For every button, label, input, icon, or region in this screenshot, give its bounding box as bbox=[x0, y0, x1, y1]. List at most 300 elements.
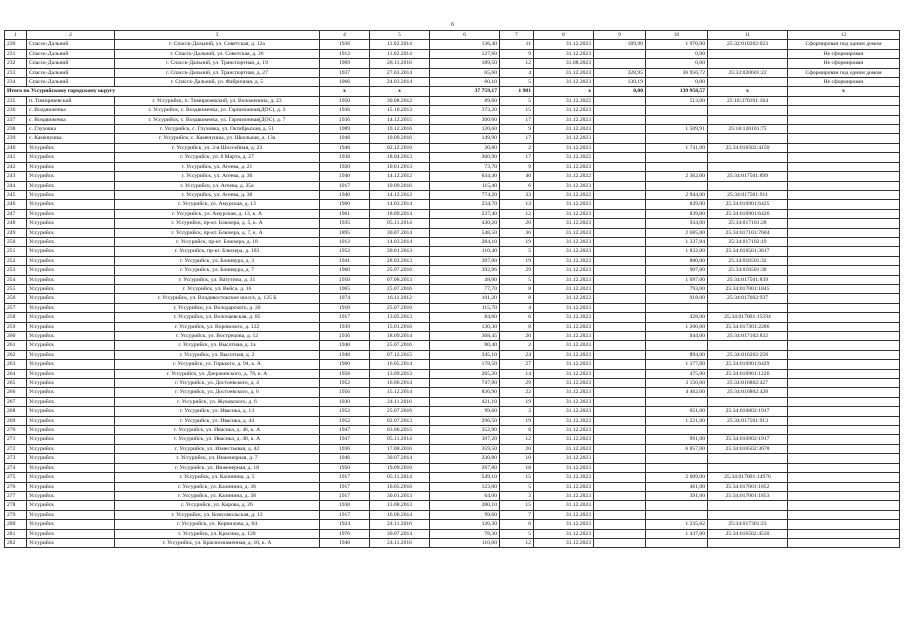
table-cell: 1947 bbox=[320, 435, 370, 444]
table-cell: 1940 bbox=[320, 341, 370, 350]
table-cell bbox=[594, 294, 646, 303]
table-cell bbox=[594, 510, 646, 519]
table-row bbox=[5, 379, 900, 388]
table-cell: 25.07.2016 bbox=[370, 341, 430, 350]
table-cell: 8 bbox=[500, 426, 534, 435]
table-cell: 4 462,00 bbox=[646, 388, 708, 397]
table-cell: 1910 bbox=[320, 303, 370, 312]
table-cell: 236 bbox=[5, 106, 27, 115]
table-cell: г. Уссурийск, ул. Агеева, д. 30 bbox=[115, 172, 320, 181]
table-cell: 30.08.2012 bbox=[370, 96, 430, 105]
table-cell: Уссурийск bbox=[27, 303, 115, 312]
table-cell bbox=[594, 473, 646, 482]
table-row bbox=[5, 68, 900, 77]
table-cell: 25:34:016902:1917 bbox=[708, 435, 788, 444]
table-cell: 244 bbox=[5, 181, 27, 190]
table-cell bbox=[788, 303, 900, 312]
table-cell bbox=[646, 134, 708, 143]
table-cell bbox=[646, 115, 708, 124]
table-cell: 19.09.2016 bbox=[370, 181, 430, 190]
table-cell bbox=[708, 106, 788, 115]
table-cell bbox=[788, 134, 900, 143]
table-cell: 80,40 bbox=[430, 341, 500, 350]
table-cell: 1989 bbox=[320, 125, 370, 134]
table-cell: 1 097,00 bbox=[646, 275, 708, 284]
table-cell: г. Уссурийск, ул. Калинина, д. 36 bbox=[115, 482, 320, 491]
column-header: 11 bbox=[708, 31, 788, 40]
table-cell: 36 bbox=[500, 228, 534, 237]
table-cell bbox=[788, 473, 900, 482]
column-header: 3 bbox=[115, 31, 320, 40]
table-cell: 258 bbox=[5, 313, 27, 322]
table-cell: 880,00 bbox=[646, 256, 708, 265]
table-cell: 25:34:016901:6426 bbox=[708, 209, 788, 218]
table-cell bbox=[594, 463, 646, 472]
table-cell: Уссурийск bbox=[27, 322, 115, 331]
table-cell: 14.03.2014 bbox=[370, 200, 430, 209]
column-header: 9 bbox=[594, 31, 646, 40]
table-cell: Уссурийск bbox=[27, 237, 115, 246]
table-cell: г. Уссурийск, ул. Амурская, д. 13 bbox=[115, 200, 320, 209]
table-cell bbox=[788, 416, 900, 425]
table-cell: 246 bbox=[5, 200, 27, 209]
table-cell: Уссурийск bbox=[27, 454, 115, 463]
table-cell: 1965 bbox=[320, 284, 370, 293]
table-cell: 18 bbox=[500, 463, 534, 472]
table-cell: Уссурийск bbox=[27, 200, 115, 209]
table-cell: 07.12.2015 bbox=[370, 350, 430, 359]
table-cell: 19.12.2016 bbox=[370, 125, 430, 134]
table-cell: 02.12.2016 bbox=[370, 143, 430, 152]
table-cell bbox=[708, 49, 788, 58]
table-cell: 31.12.2023 bbox=[534, 106, 594, 115]
table-row bbox=[5, 303, 900, 312]
table-cell: Уссурийск bbox=[27, 510, 115, 519]
table-cell: 19 bbox=[500, 256, 534, 265]
table-cell bbox=[646, 510, 708, 519]
table-row bbox=[5, 454, 900, 463]
table-cell: Уссурийск bbox=[27, 247, 115, 256]
table-cell bbox=[708, 162, 788, 171]
table-cell: с. Воздвиженка bbox=[27, 106, 115, 115]
table-cell: 1960 bbox=[320, 360, 370, 369]
table-cell: 17 bbox=[500, 153, 534, 162]
table-row bbox=[5, 125, 900, 134]
table-cell: 6 857,00 bbox=[646, 444, 708, 453]
table-cell: 31.12.2023 bbox=[534, 379, 594, 388]
table-cell bbox=[788, 313, 900, 322]
table-cell bbox=[788, 407, 900, 416]
table-cell: 774,20 bbox=[430, 190, 500, 199]
table-row bbox=[5, 332, 900, 341]
table-cell: Сформирован под одним домом bbox=[788, 68, 900, 77]
table-cell: Уссурийск bbox=[27, 181, 115, 190]
table-cell: 31.12.2023 bbox=[534, 134, 594, 143]
table-cell: 793,00 bbox=[646, 284, 708, 293]
table-cell: 14.12.2015 bbox=[370, 115, 430, 124]
table-cell bbox=[594, 491, 646, 500]
table-cell: 5 bbox=[500, 482, 534, 491]
table-cell: 1960 bbox=[320, 266, 370, 275]
table-cell: 25:34:017102:19 bbox=[708, 237, 788, 246]
table-cell bbox=[788, 322, 900, 331]
table-cell bbox=[594, 426, 646, 435]
table-cell bbox=[594, 284, 646, 293]
table-cell: 243 bbox=[5, 172, 27, 181]
table-cell: 20 bbox=[500, 219, 534, 228]
table-cell: 30,80 bbox=[430, 143, 500, 152]
table-cell bbox=[788, 237, 900, 246]
table-cell: г. Уссурийск, ул. Изместьевая, д. 42 bbox=[115, 444, 320, 453]
table-cell: 1917 bbox=[320, 473, 370, 482]
table-cell: 239 bbox=[5, 134, 27, 143]
table-cell: 31.08.2023 bbox=[534, 59, 594, 68]
table-cell: 259 bbox=[5, 322, 27, 331]
table-cell: 1930 bbox=[320, 397, 370, 406]
table-cell: Спасск-Дальний bbox=[27, 59, 115, 68]
table-cell bbox=[594, 322, 646, 331]
table-cell bbox=[646, 303, 708, 312]
table-cell: 14 bbox=[500, 369, 534, 378]
table-cell bbox=[594, 529, 646, 538]
table-cell bbox=[594, 125, 646, 134]
table-cell: 277 bbox=[5, 491, 27, 500]
header-row bbox=[5, 31, 900, 40]
table-row bbox=[5, 538, 900, 547]
table-cell bbox=[788, 190, 900, 199]
table-cell bbox=[708, 454, 788, 463]
table-cell: 1940 bbox=[320, 190, 370, 199]
table-cell: г. Уссурийск, пр-кт. Блюхера, д. 5, к. А bbox=[115, 219, 320, 228]
table-cell: 13.09.2013 bbox=[370, 369, 430, 378]
table-cell: 1966 bbox=[320, 78, 370, 87]
table-cell: 31.12.2023 bbox=[534, 491, 594, 500]
table-cell: 25:34:017001:14976 bbox=[708, 473, 788, 482]
table-cell: Уссурийск bbox=[27, 332, 115, 341]
table-cell: 48,00 bbox=[430, 275, 500, 284]
table-cell: 1952 bbox=[320, 247, 370, 256]
table-cell: г. Уссурийск, ул. Калинина, д. 5 bbox=[115, 473, 320, 482]
table-cell: 13.05.2013 bbox=[370, 313, 430, 322]
table-cell bbox=[788, 256, 900, 265]
table-cell bbox=[788, 266, 900, 275]
table-cell bbox=[788, 106, 900, 115]
table-cell: 1961 bbox=[320, 209, 370, 218]
table-cell bbox=[594, 369, 646, 378]
table-cell bbox=[708, 397, 788, 406]
table-cell: 257 bbox=[5, 303, 27, 312]
table-cell: 31.12.2023 bbox=[534, 162, 594, 171]
table-cell: 1936 bbox=[320, 115, 370, 124]
table-cell: 25:34:017001:1845 bbox=[708, 284, 788, 293]
table-cell: 1976 bbox=[320, 529, 370, 538]
table-cell: 260 bbox=[5, 332, 27, 341]
table-cell: 368,45 bbox=[430, 332, 500, 341]
table-cell bbox=[594, 59, 646, 68]
table-cell bbox=[788, 369, 900, 378]
table-cell bbox=[788, 397, 900, 406]
table-cell bbox=[788, 538, 900, 547]
table-cell: 234,70 bbox=[430, 200, 500, 209]
table-cell: г. Уссурийск, с. Воздвиженка, ул. Гарнизонная(ДОС), д. 3 bbox=[115, 106, 320, 115]
table-cell: 1 832,00 bbox=[646, 247, 708, 256]
page-number: 6 bbox=[451, 22, 454, 28]
table-cell bbox=[646, 454, 708, 463]
table-cell: Уссурийск bbox=[27, 209, 115, 218]
table-cell: 15 bbox=[500, 106, 534, 115]
table-cell: 839,00 bbox=[646, 209, 708, 218]
table-cell: 272 bbox=[5, 444, 27, 453]
table-cell: 836,90 bbox=[430, 388, 500, 397]
table-cell: 10 bbox=[500, 454, 534, 463]
table-cell: 31.12.2023 bbox=[534, 256, 594, 265]
table-cell: 17 bbox=[500, 134, 534, 143]
table-cell: 651,00 bbox=[646, 407, 708, 416]
table-cell: 269 bbox=[5, 416, 27, 425]
table-cell: 944,00 bbox=[646, 332, 708, 341]
table-cell: 136,40 bbox=[430, 40, 500, 49]
column-header: 2 bbox=[27, 31, 115, 40]
table-cell: 31.12.2023 bbox=[534, 444, 594, 453]
table-cell bbox=[594, 360, 646, 369]
table-cell bbox=[594, 49, 646, 58]
table-cell bbox=[788, 284, 900, 293]
table-cell: 31.12.2023 bbox=[534, 416, 594, 425]
table-cell: 189,90 bbox=[594, 40, 646, 49]
table-cell: 1 200,00 bbox=[646, 322, 708, 331]
table-cell: 13 bbox=[500, 200, 534, 209]
table-cell: г. Уссурийск, пр-кт. Блюхера, д. 103 bbox=[115, 247, 320, 256]
table-row bbox=[5, 501, 900, 510]
table-cell: 12 bbox=[500, 59, 534, 68]
table-cell: 12 bbox=[500, 435, 534, 444]
table-cell bbox=[708, 501, 788, 510]
table-cell: x bbox=[370, 87, 430, 96]
table-cell: г. Уссурийск, п. Тимирязевский, ул. Воложенина, д. 23 bbox=[115, 96, 320, 105]
table-cell: г. Уссурийск, ул. Горького, д. 94, к. А bbox=[115, 360, 320, 369]
table-body bbox=[5, 31, 900, 548]
table-cell bbox=[594, 303, 646, 312]
table-cell bbox=[594, 388, 646, 397]
table-cell: 548,50 bbox=[430, 228, 500, 237]
table-cell bbox=[594, 341, 646, 350]
table-cell: 230,80 bbox=[430, 454, 500, 463]
table-cell: 4 bbox=[500, 303, 534, 312]
table-cell: 25:34:016501:3817 bbox=[708, 247, 788, 256]
table-cell: 31.12.2022 bbox=[534, 96, 594, 105]
table-cell: 907,00 bbox=[646, 266, 708, 275]
table-cell: 15 bbox=[500, 473, 534, 482]
table-cell bbox=[594, 219, 646, 228]
table-cell: 268 bbox=[5, 407, 27, 416]
table-cell bbox=[594, 115, 646, 124]
table-cell bbox=[788, 143, 900, 152]
table-cell: Уссурийск bbox=[27, 491, 115, 500]
table-cell: 25:34:016802:428 bbox=[708, 388, 788, 397]
table-cell: 36 956,72 bbox=[646, 68, 708, 77]
table-cell: 282 bbox=[5, 538, 27, 547]
table-cell: 31.12.2023 bbox=[534, 529, 594, 538]
table-cell: 24.11.2016 bbox=[370, 538, 430, 547]
table-cell: 18.04.2013 bbox=[370, 153, 430, 162]
table-cell: г. Уссурийск, ул. 2-я Шоссейная, д. 23 bbox=[115, 143, 320, 152]
column-header: 8 bbox=[534, 31, 594, 40]
table-cell bbox=[788, 463, 900, 472]
table-cell bbox=[708, 115, 788, 124]
table-cell: 991,00 bbox=[646, 435, 708, 444]
table-cell: 25:34:016502:3678 bbox=[708, 444, 788, 453]
table-cell bbox=[594, 172, 646, 181]
table-cell: г. Уссурийск, ул. Инженерная, д. 18 bbox=[115, 463, 320, 472]
table-cell: 115,40 bbox=[430, 181, 500, 190]
table-cell: x bbox=[708, 87, 788, 96]
table-cell: 05.11.2014 bbox=[370, 435, 430, 444]
table-cell: г. Спасск-Дальний, ул. Фабричная, д. 5 bbox=[115, 78, 320, 87]
table-row bbox=[5, 237, 900, 246]
table-cell: 18.09.2014 bbox=[370, 332, 430, 341]
table-cell: 31.12.2023 bbox=[534, 40, 594, 49]
table-row bbox=[5, 407, 900, 416]
table-cell bbox=[788, 454, 900, 463]
table-row bbox=[5, 219, 900, 228]
table-cell: 1947 bbox=[320, 426, 370, 435]
table-cell bbox=[594, 153, 646, 162]
table-cell: 31.12.2023 bbox=[534, 78, 594, 87]
table-cell: 1895 bbox=[320, 228, 370, 237]
table-cell: 0,00 bbox=[646, 59, 708, 68]
table-cell: 37 759,17 bbox=[430, 87, 500, 96]
table-cell: г. Уссурийск, ул. Жуковского, д. 6 bbox=[115, 397, 320, 406]
table-cell: 273 bbox=[5, 454, 27, 463]
table-cell: 1917 bbox=[320, 510, 370, 519]
table-cell: 1969 bbox=[320, 59, 370, 68]
table-cell: 296,50 bbox=[430, 416, 500, 425]
table-cell bbox=[594, 444, 646, 453]
table-cell: 250 bbox=[5, 237, 27, 246]
table-cell: 24.11.2016 bbox=[370, 520, 430, 529]
table-cell: 1940 bbox=[320, 538, 370, 547]
table-cell: 110,00 bbox=[430, 538, 500, 547]
table-cell bbox=[788, 388, 900, 397]
table-cell: 30.07.2014 bbox=[370, 228, 430, 237]
table-cell: 1958 bbox=[320, 369, 370, 378]
table-row bbox=[5, 435, 900, 444]
table-cell bbox=[708, 303, 788, 312]
table-cell: 278 bbox=[5, 501, 27, 510]
table-cell: Уссурийск bbox=[27, 228, 115, 237]
table-cell: Уссурийск bbox=[27, 360, 115, 369]
table-cell: 25:34:016502:4530 bbox=[708, 529, 788, 538]
table-cell bbox=[594, 96, 646, 105]
table-cell: 31.12.2023 bbox=[534, 200, 594, 209]
table-cell: 328,95 bbox=[594, 68, 646, 77]
table-cell: 254 bbox=[5, 275, 27, 284]
table-cell: Уссурийск bbox=[27, 275, 115, 284]
table-cell: г. Уссурийск, ул. Корнилова, д. 84 bbox=[115, 520, 320, 529]
table-cell: 05.11.2014 bbox=[370, 473, 430, 482]
table-cell: 29 bbox=[500, 266, 534, 275]
table-cell bbox=[594, 379, 646, 388]
table-cell bbox=[788, 247, 900, 256]
table-row bbox=[5, 266, 900, 275]
table-cell: г. Уссурийск, ул. Красина, д. 120 bbox=[115, 529, 320, 538]
table-cell: 65,60 bbox=[430, 68, 500, 77]
table-cell: 31.12.2022 bbox=[534, 190, 594, 199]
table-cell: 31.12.2023 bbox=[534, 463, 594, 472]
table-cell: 31.12.2023 bbox=[534, 538, 594, 547]
table-cell: 5 bbox=[500, 529, 534, 538]
table-cell: 18.09.2014 bbox=[370, 209, 430, 218]
table-cell: 237 bbox=[5, 115, 27, 124]
table-cell: 25:34:017101:7604 bbox=[708, 228, 788, 237]
table-cell: Уссурийск bbox=[27, 435, 115, 444]
table-cell: x bbox=[788, 87, 900, 96]
table-cell: Уссурийск bbox=[27, 444, 115, 453]
table-cell: 24.11.2016 bbox=[370, 397, 430, 406]
table-cell: Уссурийск bbox=[27, 350, 115, 359]
table-cell: Уссурийск bbox=[27, 341, 115, 350]
table-cell: 27 bbox=[500, 360, 534, 369]
table-cell: 1 981 bbox=[500, 87, 534, 96]
table-cell: 31.12.2023 bbox=[534, 143, 594, 152]
table-cell: 235 bbox=[5, 96, 27, 105]
table-cell: Уссурийск bbox=[27, 416, 115, 425]
table-cell: 839,00 bbox=[646, 200, 708, 209]
table-cell: 78,30 bbox=[430, 529, 500, 538]
table-cell: Уссурийск bbox=[27, 520, 115, 529]
table-cell bbox=[594, 350, 646, 359]
table-cell: г. Уссурийск, ул. Вейса, д. 16 bbox=[115, 284, 320, 293]
table-cell: 25.07.2016 bbox=[370, 303, 430, 312]
table-cell: 2 bbox=[500, 341, 534, 350]
table-cell bbox=[788, 96, 900, 105]
table-cell bbox=[788, 350, 900, 359]
table-cell: 5 bbox=[500, 247, 534, 256]
table-cell bbox=[708, 59, 788, 68]
table-cell: 263 bbox=[5, 360, 27, 369]
table-cell bbox=[788, 482, 900, 491]
table-cell: 3 150,00 bbox=[646, 379, 708, 388]
table-cell: Уссурийск bbox=[27, 529, 115, 538]
table-cell: x bbox=[534, 87, 594, 96]
table-cell bbox=[594, 538, 646, 547]
table-cell: 64,00 bbox=[430, 491, 500, 500]
table-cell: 24 bbox=[500, 350, 534, 359]
table-cell: г. Уссурийск, с. Воздвиженка, ул. Гарнизонная(ДОС), д. 7 bbox=[115, 115, 320, 124]
table-cell: 284,10 bbox=[430, 237, 500, 246]
table-cell: 19 bbox=[500, 416, 534, 425]
table-cell bbox=[708, 341, 788, 350]
table-cell: 1936 bbox=[320, 332, 370, 341]
table-cell: 8 bbox=[500, 322, 534, 331]
table-cell: 300,60 bbox=[430, 115, 500, 124]
table-cell: 1 437,00 bbox=[646, 529, 708, 538]
table-cell: 31.12.2023 bbox=[534, 350, 594, 359]
table-cell: 25:34:017301:23 bbox=[708, 520, 788, 529]
table-cell: г. Уссурийск, ул. Ивасика, д. 48, к. А bbox=[115, 435, 320, 444]
table-row bbox=[5, 200, 900, 209]
table-cell: Уссурийск bbox=[27, 190, 115, 199]
table-cell: г. Спасск-Дальний, ул. Транспортная, д. 19 bbox=[115, 59, 320, 68]
table-row bbox=[5, 322, 900, 331]
table-cell: 421,10 bbox=[430, 397, 500, 406]
table-cell: 15 bbox=[500, 501, 534, 510]
table-cell bbox=[594, 520, 646, 529]
table-cell: 25:34:017001:1852 bbox=[708, 482, 788, 491]
table-cell: 31.12.2023 bbox=[534, 275, 594, 284]
table-cell: 31.12.2023 bbox=[534, 237, 594, 246]
table-cell: 31.12.2023 bbox=[534, 397, 594, 406]
